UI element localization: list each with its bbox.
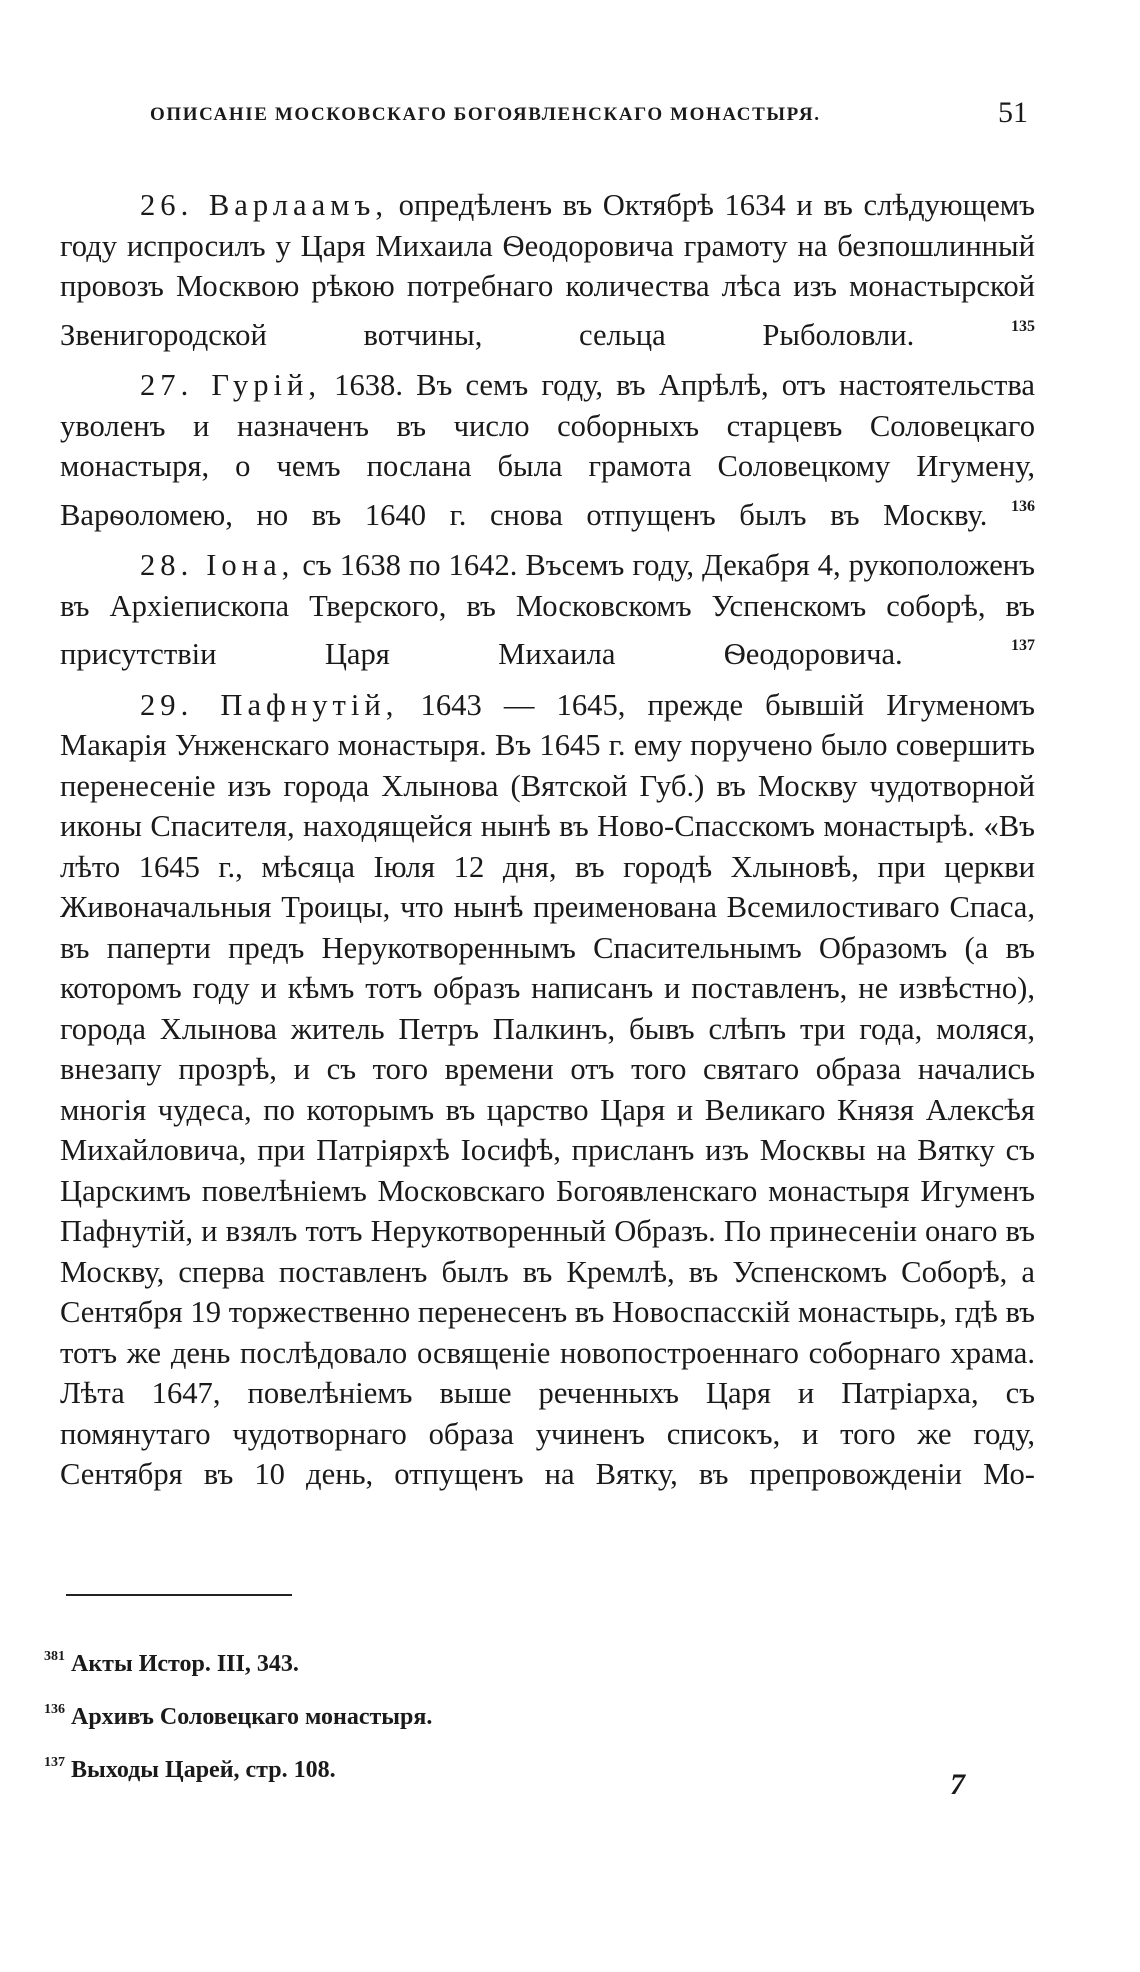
entry-text: съ 1638 по 1642. Въсемъ году, Декабря 4, рукоположенъ въ Архіепископа Тверского, въ Московскомъ Успенскомъ соборѣ, въ присутствіи Царя Михаила Ѳеодоровича. — [60, 548, 1035, 671]
footnote-text: Акты Истор. III, 343. — [71, 1651, 299, 1677]
entry-lead: 29. Пафнутій, — [140, 687, 399, 722]
running-title: ОПИСАНІЕ МОСКОВСКАГО БОГОЯВЛЕНСКАГО МОНАСТЫРЯ. — [150, 104, 821, 125]
footnote-number: 137 — [44, 1755, 65, 1770]
page-number: 51 — [998, 96, 1028, 129]
entry-paragraph — [60, 685, 1035, 1495]
body-text — [60, 185, 1035, 1495]
footnote-text: Выходы Царей, стр. 108. — [71, 1757, 336, 1783]
entry-paragraph — [60, 185, 1035, 355]
footnote-reference: 137 — [1010, 637, 1035, 654]
footnotes — [44, 1634, 432, 1793]
footnote-divider — [66, 1594, 292, 1596]
footnote-number: 381 — [44, 1649, 65, 1664]
footnote-number: 136 — [44, 1702, 65, 1717]
entry-paragraph — [60, 545, 1035, 675]
entry-lead: 26. Варлаамъ, — [140, 188, 389, 222]
footnote — [44, 1740, 432, 1793]
footnote-reference: 136 — [1011, 497, 1035, 515]
footnote — [44, 1634, 432, 1687]
entry-paragraph — [60, 365, 1035, 535]
entry-text: 1643 — 1645, прежде бывшій Игуменомъ Макарія Унженскаго монастыря. Въ 1645 г. ему поручено было совершить перенесеніе изъ города Хлынова (Вятской Губ.) въ Москву чудотворной иконы Спасителя, находящейся нынѣ въ Ново-Спасскомъ монастырѣ. «Въ лѣто 1645 г., мѣсяца Іюля 12 дня, въ городѣ Хлыновѣ, при церкви Живоначальныя Троицы, что нынѣ преименована Всемилостиваго Спаса, въ паперти предъ Нерукотвореннымъ Спасительнымъ Образомъ (а въ которомъ году и кѣмъ тотъ образъ написанъ и поставленъ, не извѣстно), города Хлынова житель Петръ Палкинъ, бывъ слѣпъ три года, моляся, внезапу прозрѣ, и съ того времени отъ того святаго образа начались многія чудеса, по которымъ въ царство Царя и Великаго Князя Алексѣя Михайловича, при Патріярхѣ Іосифѣ, присланъ изъ Москвы на Вятку съ Царскимъ повелѣніемъ Московскаго Богоявленскаго монастыря Игуменъ Пафнутій, и взялъ тотъ Нерукотворенный Образъ. По принесеніи онаго въ Москву, сперва поставленъ былъ въ Кремлѣ, въ Успенскомъ Соборѣ, а Сентября 19 торжественно перенесенъ въ Новоспасскій монастырь, гдѣ въ тотъ же день послѣдовало освященіе новопостроеннаго соборнаго храма. Лѣта 1647, повелѣніемъ выше реченныхъ Царя и Патріарха, съ помянутаго чудотворнаго образа учиненъ списокъ, и того же году, Сентября въ 10 день, отпущенъ на Вятку, въ препровожденіи Мо- — [60, 687, 1035, 1491]
footnote-reference: 135 — [1010, 317, 1035, 335]
footnote — [44, 1687, 432, 1740]
footnote-text: Архивъ Соловецкаго монастыря. — [71, 1704, 433, 1730]
signature-mark: 7 — [950, 1768, 965, 1801]
entry-text: опредѣленъ въ Октябрѣ 1634 и въ слѣдующемъ году испросилъ у Царя Михаила Ѳеодоровича грамоту на безпошлинный провозъ Москвою рѣкою потребнаго количества лѣса изъ монастырской Звенигородской вотчины, сельца Рыболовли. — [60, 188, 1035, 352]
entry-text: 1638. Въ семъ году, въ Апрѣлѣ, отъ настоятельства уволенъ и назначенъ въ число соборныхъ старцевъ Соловецкаго монастыря, о чемъ послана была грамота Соловецкому Игумену, Варѳоломею, но въ 1640 г. снова отпущенъ былъ въ Москву. — [60, 368, 1035, 532]
entry-lead: 28. Іона, — [140, 548, 295, 582]
entry-lead: 27. Гурій, — [140, 368, 322, 402]
